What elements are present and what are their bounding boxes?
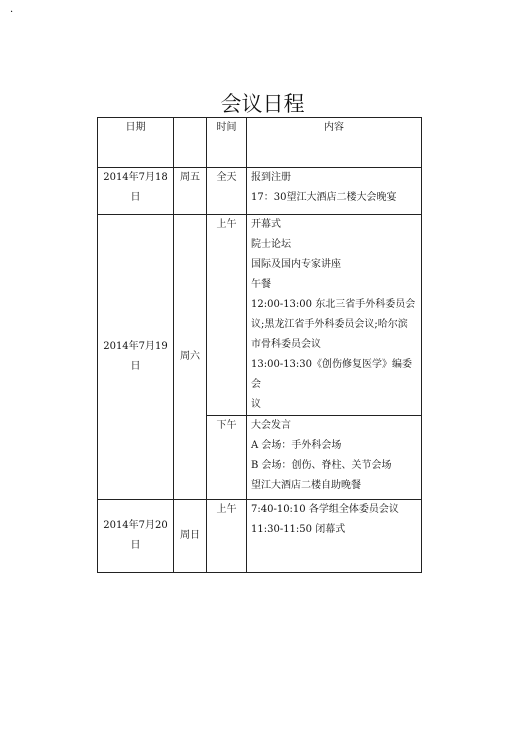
schedule-table bbox=[97, 117, 422, 573]
header-time: 时间 bbox=[207, 118, 247, 168]
weekday-cell: 周五 bbox=[174, 168, 207, 215]
content-line: 开幕式 bbox=[251, 219, 281, 230]
time-cell: 下午 bbox=[207, 416, 247, 500]
content-line: 7:40-10:10 各学组全体委员会议 bbox=[251, 504, 399, 515]
page-title: 会议日程 bbox=[220, 92, 305, 116]
time-cell: 上午 bbox=[207, 215, 247, 416]
content-line: B 会场：创伤、脊柱、关节会场 bbox=[251, 460, 392, 471]
content-line: 院士论坛 bbox=[251, 239, 291, 250]
content-line: 市骨科委员会议 bbox=[251, 339, 321, 350]
content-line: 17：30望江大酒店二楼大会晚宴 bbox=[251, 192, 397, 203]
content-line: 报到注册 bbox=[251, 172, 291, 183]
content-cell bbox=[247, 168, 422, 215]
content-line: 13:00-13:30《创伤修复医学》编委会 bbox=[251, 359, 413, 390]
date-cell: 2014年7月19日 bbox=[98, 215, 174, 500]
content-line: A 会场：手外科会场 bbox=[251, 440, 342, 451]
weekday-cell: 周日 bbox=[174, 500, 207, 573]
content-line: 午餐 bbox=[251, 279, 271, 290]
content-cell bbox=[247, 416, 422, 500]
date-cell: 2014年7月18日 bbox=[98, 168, 174, 215]
content-line: 议 bbox=[251, 399, 261, 410]
table-header-row bbox=[98, 118, 422, 168]
content-cell bbox=[247, 215, 422, 416]
header-content: 内容 bbox=[247, 118, 422, 168]
weekday-cell: 周六 bbox=[174, 215, 207, 500]
table-row bbox=[98, 500, 422, 573]
content-line: 望江大酒店二楼自助晚餐 bbox=[251, 480, 361, 491]
content-line: 大会发言 bbox=[251, 420, 291, 431]
content-line: 11:30-11:50 闭幕式 bbox=[251, 524, 346, 535]
time-cell: 上午 bbox=[207, 500, 247, 573]
content-cell bbox=[247, 500, 422, 573]
table-row bbox=[98, 168, 422, 215]
content-line: 国际及国内专家讲座 bbox=[251, 259, 341, 270]
header-day bbox=[174, 118, 207, 168]
content-line: 议;黑龙江省手外科委员会议;哈尔滨 bbox=[251, 319, 408, 330]
header-date: 日期 bbox=[98, 118, 174, 168]
date-cell: 2014年7月20日 bbox=[98, 500, 174, 573]
table-row bbox=[98, 215, 422, 416]
corner-mark: · bbox=[10, 7, 14, 18]
time-cell: 全天 bbox=[207, 168, 247, 215]
content-line: 12:00-13:00 东北三省手外科委员会 bbox=[251, 299, 416, 310]
